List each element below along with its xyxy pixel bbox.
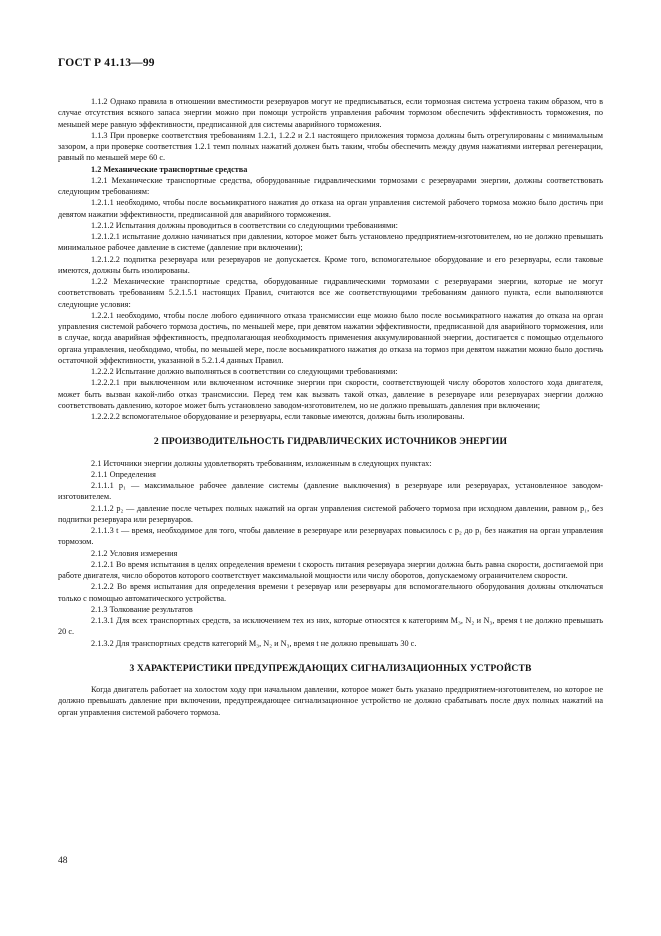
paragraph-1-2-2-2-1: 1.2.2.2.1 при выключенном или включенном источнике энергии при скорости, соответствующей числу оборотов холостого хода двигателя, может быть вызван какой-либо отказ трансмиссии. Перед тем как вызвать такой отказ, давление в резервуаре или резервуарах энергии должно соответствовать давлению, которое может быть установлено заводом-изготовителем, но не должно превышать давления при включении; [58, 378, 603, 410]
page-number: 48 [58, 856, 68, 866]
paragraph-2-1-3-2: 2.1.3.2 Для транспортных средств категорий M₃, N₂ и N₃, время t не должно превышать 30 с. [91, 638, 417, 648]
paragraph-1-1-3: 1.1.3 При проверке соответствия требованиям 1.2.1, 1.2.2 и 2.1 настоящего приложения тормоза должны быть отрегулированы с минимальным зазором, а при проверке соответствия 1.2.1 темп полных нажатий должен быть таким, чтобы обеспечить между двумя нажатиями интервал регенерации, равный по меньшей мере 60 с. [58, 130, 603, 163]
paragraph-2-1-3-1: 2.1.3.1 Для всех транспортных средств, за исключением тех из них, которые относятся к категориям M₃, N₂ и N₃, время t не должно превышать 20 с. [58, 616, 603, 637]
subheading-1-2: 1.2 Механические транспортные средства [91, 164, 248, 174]
paragraph-1-2-1-2-1: 1.2.1.2.1 испытание должно начинаться при давлении, которое может быть установлено предприятием-изготовителем, но не должно превышать минимальное рабочее давление в системе (давление при включении); [58, 232, 603, 253]
paragraph-2-1: 2.1 Источники энергии должны удовлетворять требованиям, изложенным в следующих пунктах: [91, 458, 432, 468]
paragraph-1-2-2: 1.2.2 Механические транспортные средства, оборудованные гидравлическими тормозами с резервуарами энергии, которые не могут соответствовать требованиям 5.2.1.5.1 настоящих Правил, считаются все же соответствующими требованиям данного пункта, если выполняются следующие условия: [58, 277, 603, 309]
paragraph-2-1-2: 2.1.2 Условия измерения [91, 548, 178, 558]
paragraph-2-1-2-2: 2.1.2.2 Во время испытания для определения времени t резервуар или резервуары для вспомогательного оборудования должны отключаться только с помощью автоматического устройства. [58, 582, 603, 603]
paragraph-1-2-2-2: 1.2.2.2 Испытание должно выполняться в соответствии со следующими требованиями: [91, 367, 398, 376]
section-heading-2: 2 ПРОИЗВОДИТЕЛЬНОСТЬ ГИДРАВЛИЧЕСКИХ ИСТОЧНИКОВ ЭНЕРГИИ [153, 436, 508, 448]
paragraph-2-1-1-3: 2.1.1.3 t — время, необходимое для того, чтобы давление в резервуаре или резервуарах повысилось с p₂ до p₁ без нажатия на орган управления тормозом. [58, 526, 603, 547]
document-header: ГОСТ Р 41.13—99 [58, 57, 155, 69]
paragraph-1-2-2-2-2: 1.2.2.2.2 вспомогательное оборудование и резервуары, если таковые имеются, должны быть изолированы. [91, 412, 465, 421]
paragraph-1-2-2-1: 1.2.2.1 необходимо, чтобы после любого единичного отказа трансмиссии еще можно было после восьмикратного нажатия до отказа на орган управления системой рабочего тормоза достичь, по меньшей мере, при девятом нажатии эффективности, предписанной для аварийного торможения, или в случае, когда аварийная эффективность, предполагающая необходимость применения аккумулированной энергии, достигается с помощью отдельного органа управления, необходимо, чтобы, по меньшей мере, после восьмикратного нажатия до отказа на тормоз при девятом нажатии можно было достичь остаточной эффективности, указанной в 5.2.1.4 данных Правил. [58, 310, 603, 365]
paragraph-2-1-3: 2.1.3 Толкование результатов [91, 604, 193, 614]
document-body [58, 96, 603, 718]
paragraph-1-2-1: 1.2.1 Механические транспортные средства, оборудованные гидравлическими тормозами с резервуарами энергии, должны соответствовать следующим требованиям: [58, 175, 603, 196]
paragraph-1-2-1-2-2: 1.2.1.2.2 подпитка резервуара или резервуаров не допускается. Кроме того, вспомогательное оборудование и его резервуары, если таковые имеются, должны быть изолированы. [58, 254, 603, 275]
paragraph-2-1-1: 2.1.1 Определения [91, 469, 156, 479]
paragraph-2-1-1-1: 2.1.1.1 p₁ — максимальное рабочее давление системы (давление выключения) в резервуаре или резервуарах, установленное заводом-изготовителем. [58, 481, 603, 502]
paragraph-2-1-1-2: 2.1.1.2 p₂ — давление после четырех полных нажатий на орган управления системой рабочего тормоза при исходном давлении, равном p₁, без подпитки резервуара или резервуаров. [58, 503, 603, 524]
paragraph-1-2-1-1: 1.2.1.1 необходимо, чтобы после восьмикратного нажатия до отказа на орган управления системой рабочего тормоза можно было достичь при девятом нажатии эффективности, предписанной для аварийного торможения. [58, 198, 603, 219]
paragraph-1-2-1-2: 1.2.1.2 Испытания должны проводиться в соответствии со следующими требованиями: [91, 220, 398, 230]
paragraph-1-1-2: 1.1.2 Однако правила в отношении вместимости резервуаров могут не предписываться, если тормозная система устроена таким образом, что в случае отсутствия всякого запаса энергии можно при помощи устройств управления рабочим тормозом обеспечить эффективность торможения, по меньшей мере равную эффективности, предписанной для системы аварийного торможения. [58, 97, 603, 129]
section-heading-3: 3 ХАРАКТЕРИСТИКИ ПРЕДУПРЕЖДАЮЩИХ СИГНАЛИЗАЦИОННЫХ УСТРОЙСТВ [129, 662, 532, 674]
paragraph-2-1-2-1: 2.1.2.1 Во время испытания в целях определения времени t скорость питания резервуара энергии должна быть равна скорости, достигаемой при работе двигателя, число оборотов которого соответствует максимальной мощности или числу оборотов, допускаемому ограничителем скорости. [58, 559, 603, 580]
paragraph-3: Когда двигатель работает на холостом ходу при начальном давлении, которое может быть указано предприятием-изготовителем, но которое не должно превышать давление при включении, предупреждающее сигнализационное устройство не должно срабатывать после двух полных нажатий на орган управления системой рабочего тормоза. [58, 685, 603, 717]
